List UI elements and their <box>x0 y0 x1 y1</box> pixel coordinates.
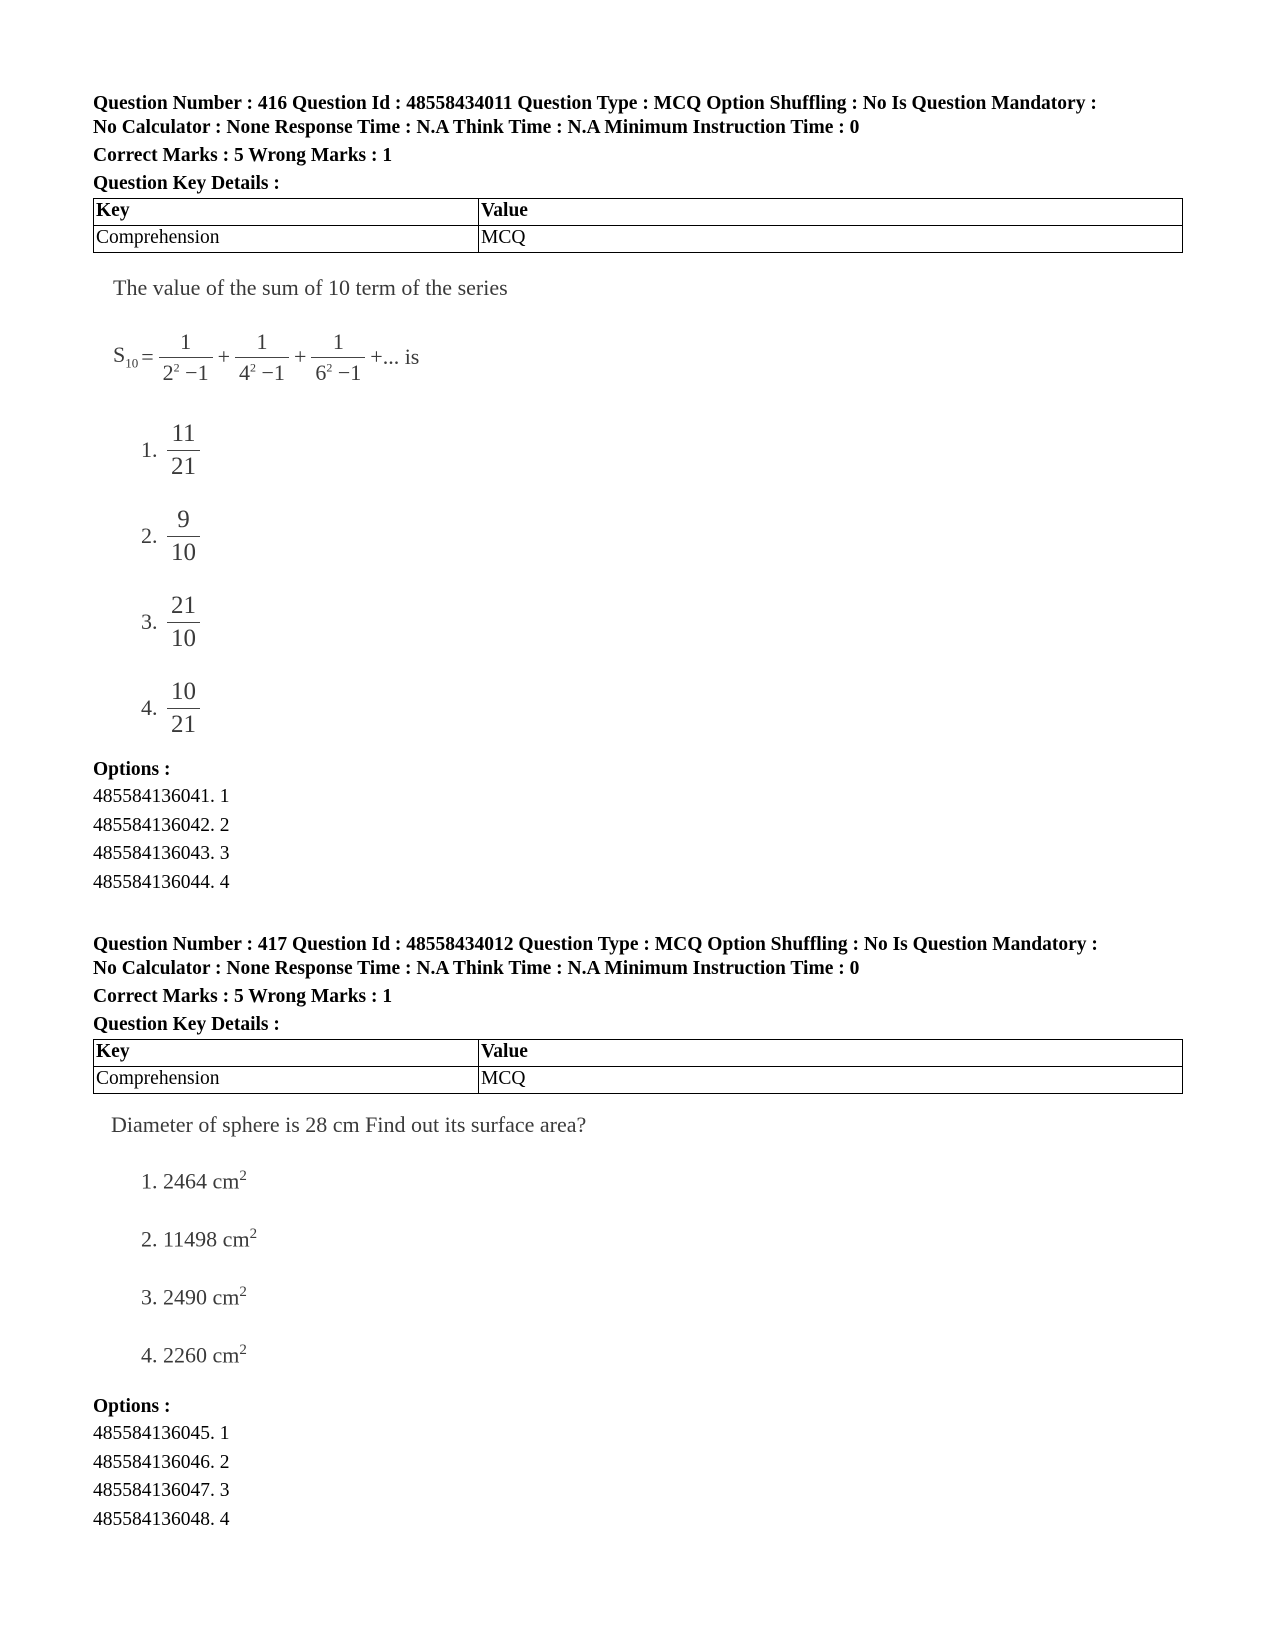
answer-choice: 1. $\frac{11}{21}$ <box>141 407 1183 493</box>
option-id: 485584136044. 4 <box>93 871 230 893</box>
question-416 <box>93 92 1183 897</box>
table-cell-value: MCQ <box>479 1067 1183 1094</box>
option-id: 485584136046. 2 <box>93 1451 230 1473</box>
question-meta <box>93 92 1183 140</box>
series-equation <box>113 325 1183 389</box>
question-meta-line2: No Calculator : None Response Time : N.A Think Time : N.A Minimum Instruction Time : 0 <box>93 958 860 979</box>
series-term: $\frac{1}{4^2 -1}$ <box>235 329 289 386</box>
question-marks: Correct Marks : 5 Wrong Marks : 1 <box>93 986 393 1007</box>
table-header-value: Value <box>479 1040 1183 1067</box>
plus-sign: + <box>217 344 231 369</box>
series-term: $\frac{1}{2^2 -1}$ <box>159 329 213 386</box>
equation-equals: = <box>141 344 154 369</box>
answer-choice: 4. $\frac{10}{21}$ <box>141 665 1183 751</box>
key-details-table <box>93 198 1183 253</box>
option-id: 485584136043. 3 <box>93 843 230 864</box>
equation-tail: +... is <box>370 344 420 369</box>
options-label: Options : <box>93 759 171 780</box>
table-row <box>94 226 1183 253</box>
equation-lhs-subscript: 10 <box>125 355 139 371</box>
question-marks: Correct Marks : 5 Wrong Marks : 1 <box>93 145 393 166</box>
answer-choice: 3. $\frac{21}{10}$ <box>141 579 1183 665</box>
question-stem: Diameter of sphere is 28 cm Find out its surface area? <box>111 1112 587 1137</box>
question-content <box>93 275 1183 751</box>
option-id: 485584136042. 2 <box>93 814 230 836</box>
table-cell-key: Comprehension <box>94 1067 479 1094</box>
answer-choice: 2. 11498 $cm^2$ <box>141 1226 258 1252</box>
table-cell-value: MCQ <box>479 226 1183 253</box>
options-label: Options : <box>93 1396 171 1417</box>
table-header-row <box>94 199 1183 226</box>
answer-choice: 4. 2260 $cm^2$ <box>141 1342 247 1368</box>
question-meta <box>93 933 1183 981</box>
table-header-value: Value <box>479 199 1183 226</box>
answer-choice: 2. $\frac{9}{10}$ <box>141 493 1183 579</box>
question-meta-line2: No Calculator : None Response Time : N.A Think Time : N.A Minimum Instruction Time : 0 <box>93 117 860 138</box>
table-header-key: Key <box>94 1040 479 1067</box>
question-meta-line1: Question Number : 416 Question Id : 48558434011 Question Type : MCQ Option Shuffling : No Is Question Mandatory : <box>93 93 1097 114</box>
option-id: 485584136041. 1 <box>93 786 230 807</box>
answer-choices <box>141 1156 1183 1388</box>
document-page <box>93 92 1183 1534</box>
plus-sign: + <box>293 344 307 369</box>
answer-choices <box>141 407 1183 751</box>
table-row <box>94 1067 1183 1094</box>
equation-lhs: $S_{10}$ <box>113 342 139 371</box>
question-417 <box>93 933 1183 1534</box>
key-details-label: Question Key Details : <box>93 173 280 194</box>
answer-choice: 1. 2464 $cm^2$ <box>141 1168 247 1194</box>
option-id: 485584136047. 3 <box>93 1480 230 1501</box>
series-term: $\frac{1}{6^2 -1}$ <box>311 329 365 386</box>
question-meta-line1: Question Number : 417 Question Id : 48558434012 Question Type : MCQ Option Shuffling : No Is Question Mandatory : <box>93 934 1098 955</box>
question-content <box>93 1112 1183 1388</box>
key-details-label: Question Key Details : <box>93 1014 280 1035</box>
table-cell-key: Comprehension <box>94 226 479 253</box>
answer-choice: 3. 2490 $cm^2$ <box>141 1284 247 1310</box>
question-stem: The value of the sum of 10 term of the series <box>113 275 508 300</box>
option-id: 485584136045. 1 <box>93 1423 230 1444</box>
key-details-table <box>93 1039 1183 1094</box>
table-header-key: Key <box>94 199 479 226</box>
table-header-row <box>94 1040 1183 1067</box>
option-id: 485584136048. 4 <box>93 1508 230 1530</box>
